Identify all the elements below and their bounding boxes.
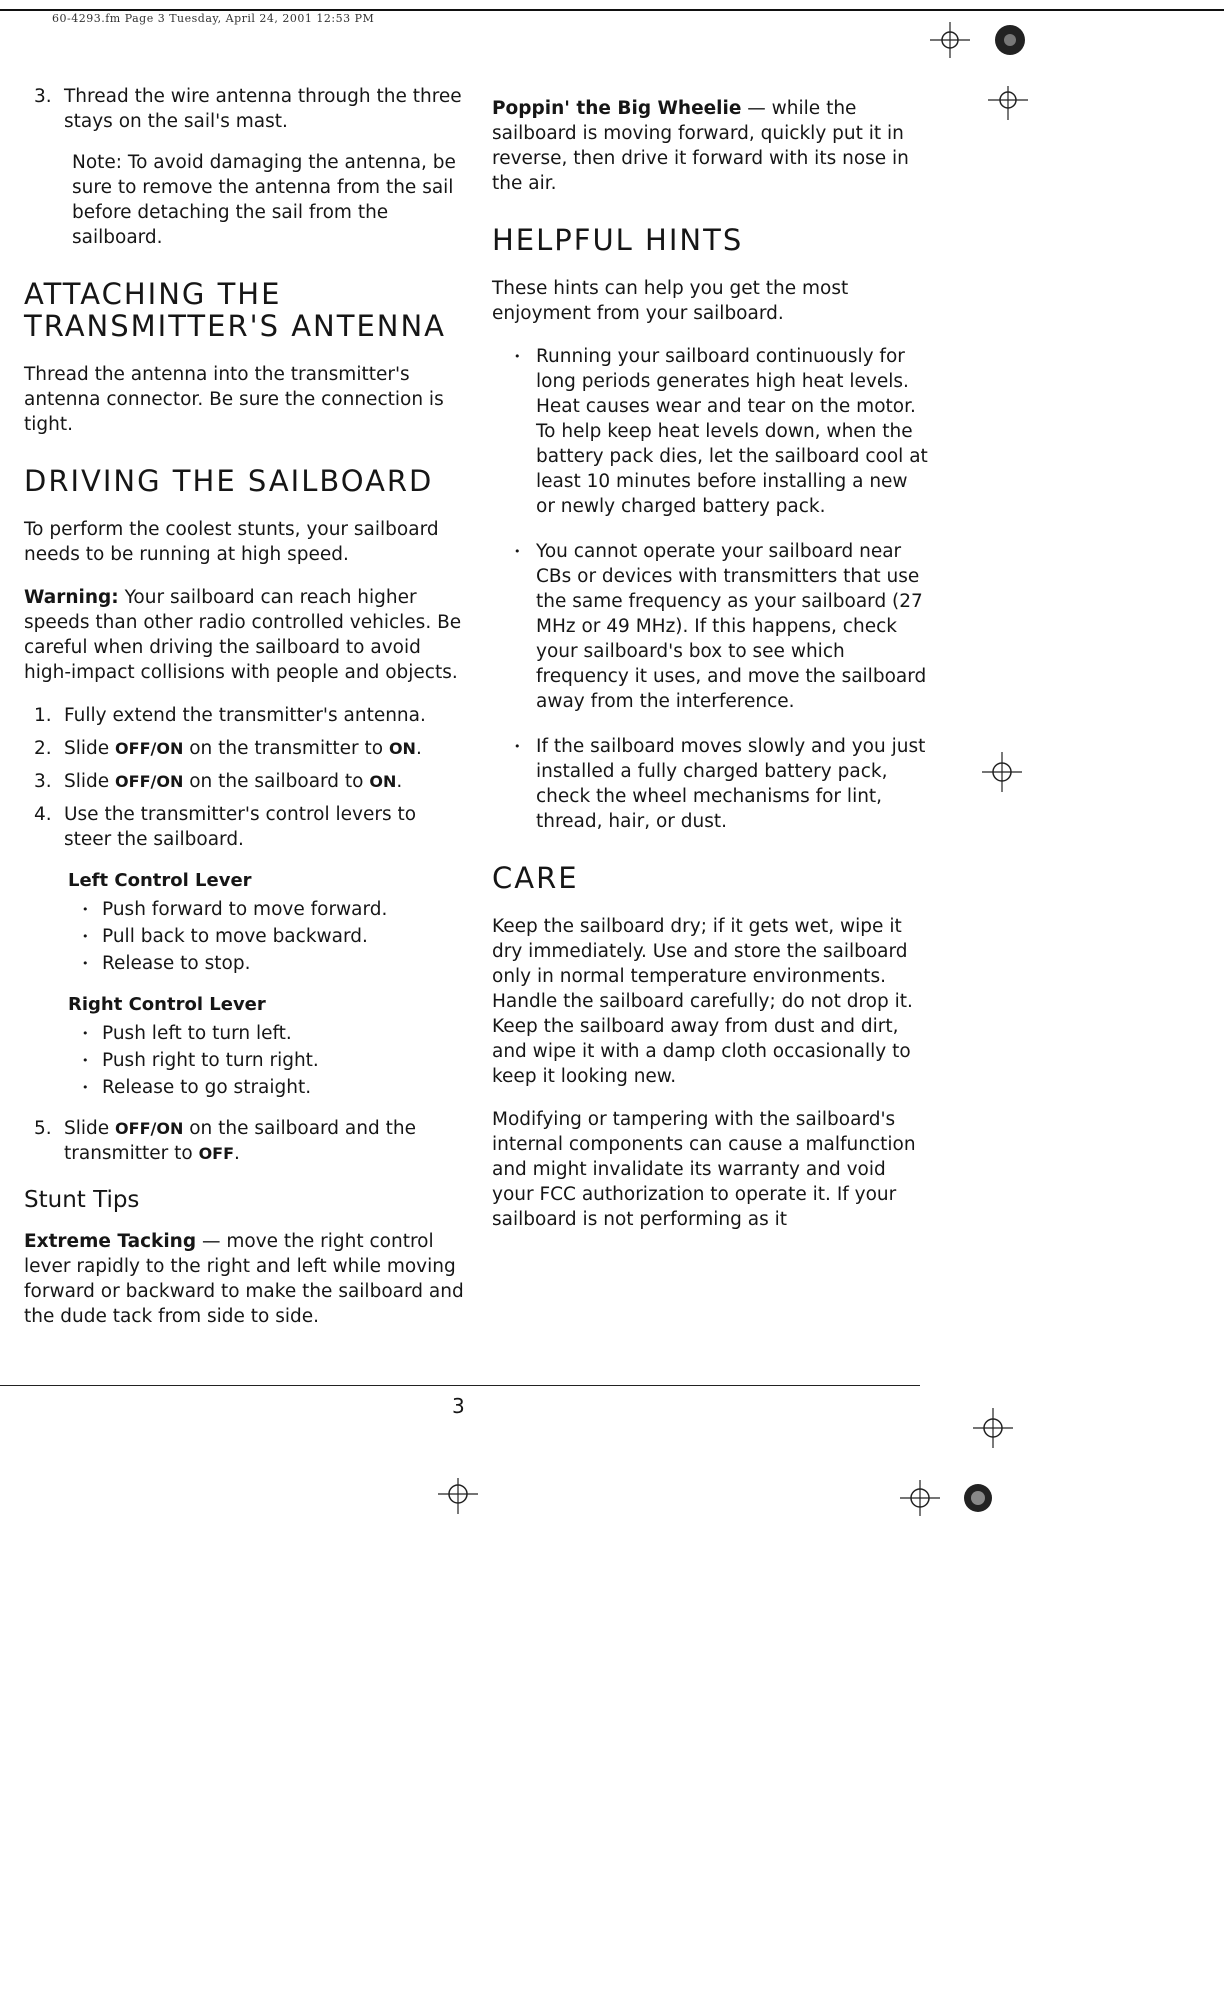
hint-item: • If the sailboard moves slowly and you just installed a fully charged battery pack, check the wheel mechanisms for lint, thread, hair, or dust. xyxy=(514,734,932,834)
poppin-text: — while the sailboard is moving forward, quickly put it in reverse, then drive it forward with its nose in the air. xyxy=(492,98,909,194)
section-heading-care: CARE xyxy=(492,861,579,895)
step-list-top xyxy=(24,84,464,134)
note-text: To avoid damaging the antenna, be sure to remove the antenna from the sail before detaching the sail from the sailboard. xyxy=(72,152,456,248)
step-text: Fully extend the transmitter's antenna. xyxy=(64,705,426,726)
warning-label: Warning: xyxy=(24,587,119,608)
step-number: 5. xyxy=(34,1118,52,1139)
step-item xyxy=(24,769,464,794)
hint-item: • Running your sailboard continuously for long periods generates high heat levels. Heat causes wear and tear on the motor. To help keep heat levels down, when the battery pack dies, let the sailboard cool at least 10 minutes before installing a new or newly charged battery pack. xyxy=(514,344,932,519)
driving-intro: To perform the coolest stunts, your sailboard needs to be running at high speed. xyxy=(24,519,439,565)
hints-list xyxy=(492,344,932,834)
note-label: Note: xyxy=(72,152,123,173)
section-heading-attach: ATTACHING THE TRANSMITTER'S ANTENNA xyxy=(24,277,446,343)
header-file-info: 60-4293.fm Page 3 Tuesday, April 24, 2001 12:53 PM xyxy=(52,12,375,25)
list-item: • Release to go straight. xyxy=(80,1075,464,1100)
care-paragraph-1: Keep the sailboard dry; if it gets wet, wipe it dry immediately. Use and store the sailboard only in normal temperature environments. Handle the sailboard carefully; do not drop it. Keep the sailboard away from dust and dirt, and wipe it with a damp cloth occasionally to keep it looking new. xyxy=(492,916,913,1087)
list-item: • Pull back to move backward. xyxy=(80,924,464,949)
step-number: 4. xyxy=(34,804,52,825)
step-text: . xyxy=(415,738,422,759)
step-item xyxy=(24,802,464,852)
step-item xyxy=(24,84,464,134)
warning-text: Your sailboard can reach higher speeds than other radio controlled vehicles. Be careful when driving the sailboard to avoid high-impact collisions with people and objects. xyxy=(24,587,462,683)
registration-mark-icon xyxy=(988,80,1028,120)
step-number: 1. xyxy=(34,705,52,726)
list-item: • Push forward to move forward. xyxy=(80,897,464,922)
registration-mark-icon xyxy=(900,1478,940,1518)
poppin-wheelie xyxy=(492,96,932,196)
switch-name: OFF/ON xyxy=(115,772,184,791)
step-item xyxy=(24,736,464,761)
hints-intro: These hints can help you get the most enjoyment from your sailboard. xyxy=(492,278,849,324)
step-text: . xyxy=(234,1143,240,1164)
footer-rule xyxy=(0,1385,920,1386)
page-number: 3 xyxy=(452,1394,465,1418)
attach-body: Thread the antenna into the transmitter's antenna connector. Be sure the connection is tight. xyxy=(24,364,444,435)
care-paragraph-2: Modifying or tampering with the sailboard's internal components can cause a malfunction and might invalidate its warranty and void your FCC authorization to operate it. If your sailboard is not performing as it xyxy=(492,1109,916,1230)
switch-state: ON xyxy=(369,772,397,791)
registration-mark-icon xyxy=(930,20,970,60)
switch-state: OFF xyxy=(198,1144,235,1163)
step-text: Thread the wire antenna through the three stays on the sail's mast. xyxy=(64,86,462,132)
left-column xyxy=(24,84,464,1347)
step-text: Slide xyxy=(64,1118,116,1139)
hint-item: • You cannot operate your sailboard near CBs or devices with transmitters that use the same frequency as your sailboard (27 MHz or 49 MHz). If this happens, check your sailboard's box to see which frequency it uses, and move the sailboard away from the interference. xyxy=(514,539,932,714)
switch-name: OFF/ON xyxy=(115,1119,184,1138)
right-lever-title: Right Control Lever xyxy=(68,994,266,1015)
registration-mark-icon xyxy=(958,1478,998,1518)
step-text: on the transmitter to xyxy=(183,738,389,759)
step-text: on the sailboard and the transmitter to xyxy=(64,1118,416,1164)
list-item: • Push left to turn left. xyxy=(80,1021,464,1046)
switch-name: OFF/ON xyxy=(115,739,184,758)
section-heading-hints: HELPFUL HINTS xyxy=(492,223,744,257)
left-lever-list xyxy=(24,897,464,976)
note xyxy=(24,150,464,250)
list-item: • Push right to turn right. xyxy=(80,1048,464,1073)
warning xyxy=(24,585,464,685)
right-lever-list xyxy=(24,1021,464,1100)
header-rule xyxy=(0,9,1224,11)
step-number: 3. xyxy=(34,86,52,107)
step-text: Slide xyxy=(64,771,116,792)
step-item xyxy=(24,703,464,728)
section-heading-driving: DRIVING THE SAILBOARD xyxy=(24,464,434,498)
switch-state: ON xyxy=(388,739,416,758)
step-text: . xyxy=(396,771,403,792)
step-item xyxy=(24,1116,464,1166)
step-text: on the sailboard to xyxy=(183,771,370,792)
right-column xyxy=(492,96,932,1250)
extreme-label: Extreme Tacking xyxy=(24,1231,197,1252)
registration-mark-icon xyxy=(982,752,1022,792)
step-text: Use the transmitter's control levers to steer the sailboard. xyxy=(64,804,417,850)
poppin-label: Poppin' the Big Wheelie xyxy=(492,98,742,119)
driving-steps xyxy=(24,703,464,852)
registration-mark-icon xyxy=(438,1474,478,1514)
extreme-text: — move the right control lever rapidly to the right and left while moving forward or backward to make the sailboard and the dude tack from side to side. xyxy=(24,1231,464,1327)
registration-mark-icon xyxy=(990,20,1030,60)
list-item: • Release to stop. xyxy=(80,951,464,976)
step-number: 2. xyxy=(34,738,52,759)
driving-steps-end xyxy=(24,1116,464,1166)
section-heading-stunt: Stunt Tips xyxy=(24,1187,140,1213)
left-lever-title: Left Control Lever xyxy=(68,870,252,891)
extreme-tacking xyxy=(24,1229,464,1329)
step-text: Slide xyxy=(64,738,116,759)
step-number: 3. xyxy=(34,771,52,792)
registration-mark-icon xyxy=(973,1408,1013,1448)
